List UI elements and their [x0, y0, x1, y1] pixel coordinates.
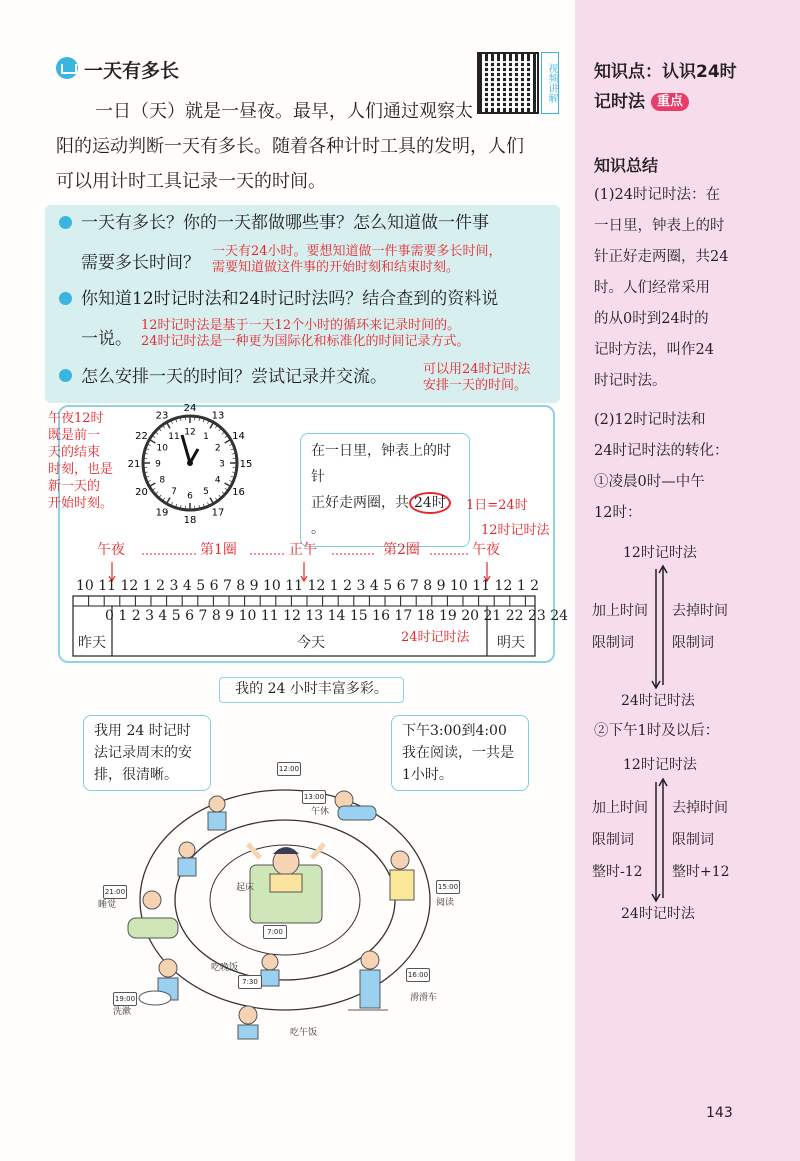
- timeline-top-numbers: 10 11 12 1 2 3 4 5 6 7 8 9 10 11 12 1 2 3 4 5 6 7 8 9 10 11 12 1 2: [76, 578, 540, 594]
- sleep-label: 睡觉: [98, 900, 117, 910]
- scooter-label: 滑滑车: [410, 993, 438, 1003]
- midnight-label-2: 午夜: [472, 542, 500, 558]
- clock-outer-number: 18: [183, 515, 197, 526]
- clock-inner-number: 9: [155, 459, 161, 470]
- conv2-left2: 限制词: [592, 832, 634, 848]
- clock-outer-number: 24: [183, 403, 197, 414]
- question1-line1: 一天有多长？你的一天都做哪些事？怎么知道做一件事: [81, 213, 489, 233]
- section-title: 一天有多长: [84, 60, 180, 82]
- clock-inner-number: 12: [184, 427, 196, 438]
- conv2-right1: 去掉时间: [672, 800, 728, 816]
- one-day-note: 1日=24时: [466, 498, 528, 513]
- conv2-bottom: 24时记时法: [621, 906, 695, 922]
- conv2-right2: 限制词: [672, 832, 714, 848]
- clock-bubble: 在一日里，钟表上的时针 正好走两圈，共 24时。: [300, 433, 470, 547]
- answer3: 可以用24时记时法 安排一天的时间。: [423, 362, 531, 393]
- midnight-note: 午夜12时 既是前一 天的结束 时刻，也是 新一天的 开始时刻。: [48, 411, 114, 511]
- left-bubble: 我用 24 时记时 法记录周末的安 排，很清晰。: [83, 715, 211, 791]
- noon-label: 正午: [289, 542, 317, 558]
- conv2-left1: 加上时间: [592, 800, 648, 816]
- clock-inner-number: 7: [171, 487, 177, 498]
- summary-p1: (1)24时记时法：在 一日里，钟表上的时 针正好走两圈，共24 时。人们经常采用 的从0时到24时的 记时方法，叫作24 时记时法。: [594, 187, 729, 389]
- lunch-label: 吃午饭: [290, 1028, 318, 1038]
- midnight-label-1: 午夜: [97, 542, 125, 558]
- clock-outer-number: 23: [155, 410, 169, 422]
- question2-line1: 你知道12时记时法和24时记时法吗？结合查到的资料说: [81, 289, 499, 309]
- rise-label: 起床: [236, 883, 255, 893]
- clock-inner-number: 5: [203, 487, 209, 498]
- round1-label: 第1圈: [200, 542, 237, 558]
- clock-inner-number: 6: [187, 491, 193, 502]
- clock-inner-number: 2: [214, 443, 221, 454]
- summary-heading: 知识总结: [594, 156, 659, 175]
- time-tag: 15:00: [436, 880, 460, 894]
- summary-p3: ②下午1时及以后：: [594, 723, 720, 739]
- video-explain-tag: 视频讲解: [541, 52, 559, 114]
- yesterday-label: 昨天: [78, 635, 106, 651]
- time-tag: 12:00: [277, 762, 301, 776]
- bullet-icon: [59, 369, 72, 382]
- clock-outer-number: 20: [135, 487, 148, 498]
- conv2-arrows: [650, 776, 670, 904]
- time-tag: 7:00: [263, 925, 287, 939]
- question3-line1: 怎么安排一天的时间？尝试记录并交流。: [81, 367, 387, 387]
- knowledge-point-title: 知识点：认识24时 记时法 重点: [594, 62, 737, 112]
- time-tag: 21:00: [103, 885, 127, 899]
- book-icon: [56, 57, 78, 79]
- clock-face: [127, 403, 253, 530]
- conv2-left3: 整时-12: [592, 864, 643, 880]
- summary-p2: (2)12时记时法和 24时记时法的转化： ①凌晨0时—中午 12时：: [594, 412, 729, 521]
- clock-outer-number: 22: [135, 431, 148, 442]
- clock-inner-number: 8: [159, 475, 166, 486]
- wash-label: 洗漱: [113, 1007, 132, 1017]
- answer1: 一天有24小时。要想知道做一件事需要多长时间， 需要知道做这件事的开始时刻和结束时刻。: [212, 244, 502, 275]
- question1-line2: 需要多长时间？: [81, 253, 200, 273]
- dinner-label: 吃晚饭: [211, 963, 239, 973]
- timeline-bottom-numbers: 0 1 2 3 4 5 6 7 8 9 10 11 12 13 14 15 16 17 18 19 20 21 22 23 24: [105, 608, 569, 624]
- conv1-right2: 限制词: [672, 635, 714, 651]
- clock-outer-number: 16: [232, 487, 245, 498]
- conv1-top: 12时记时法: [623, 545, 697, 561]
- key-point-badge: 重点: [651, 93, 689, 111]
- tomorrow-label: 明天: [497, 635, 525, 651]
- caption: 我的 24 小时丰富多彩。: [219, 677, 404, 703]
- time-tag: 16:00: [406, 968, 430, 982]
- label-24h-system: 24时记时法: [401, 630, 470, 645]
- daily-schedule-illustration: [120, 770, 450, 1050]
- clock-outer-number: 13: [211, 410, 225, 422]
- time-tag: 7:30: [238, 975, 262, 989]
- time-tag: 13:00: [302, 790, 326, 804]
- clock-inner-number: 3: [219, 459, 225, 470]
- clock-outer-number: 17: [211, 507, 225, 519]
- conv2-right3: 整时+12: [672, 864, 730, 880]
- conv2-top: 12时记时法: [623, 757, 697, 773]
- clock-inner-number: 1: [203, 431, 209, 442]
- clock-outer-number: 14: [232, 431, 245, 442]
- clock-outer-number: 19: [155, 507, 169, 519]
- right-bubble: 下午3:00到4:00 我在阅读，一共是 1小时。: [391, 715, 529, 791]
- clock-inner-number: 4: [214, 475, 221, 486]
- today-label: 今天: [297, 635, 325, 651]
- page-number: 143: [706, 1105, 733, 1121]
- conv1-arrows: [650, 563, 670, 691]
- bullet-icon: [59, 216, 72, 229]
- question2-line2: 一说。: [81, 329, 132, 349]
- read-label: 阅读: [436, 898, 455, 908]
- clock-inner-number: 11: [168, 431, 180, 442]
- clock-outer-number: 15: [239, 459, 253, 470]
- twelve-hour-note: 12时记时法: [481, 523, 550, 538]
- clock-inner-number: 10: [156, 443, 169, 454]
- qr-code-icon[interactable]: [477, 52, 539, 114]
- time-tag: 19:00: [113, 992, 137, 1006]
- round2-label: 第2圈: [383, 542, 420, 558]
- circled-24h: 24时: [409, 492, 451, 514]
- nap-label: 午休: [311, 807, 330, 817]
- answer2: 12时记时法是基于一天12个小时的循环来记录时间的。 24时记时法是一种更为国际化和标准化的时间记录方式。: [141, 318, 470, 349]
- conv1-bottom: 24时记时法: [621, 693, 695, 709]
- bullet-icon: [59, 292, 72, 305]
- conv1-left2: 限制词: [592, 635, 634, 651]
- intro-line3: 可以用计时工具记录一天的时间。: [56, 171, 326, 192]
- intro-line2: 阳的运动判断一天有多长。随着各种计时工具的发明，人们: [56, 136, 524, 157]
- clock-outer-number: 21: [127, 459, 141, 470]
- conv1-right1: 去掉时间: [672, 603, 728, 619]
- conv1-left1: 加上时间: [592, 603, 648, 619]
- intro-line1: 一日（天）就是一昼夜。最早，人们通过观察太: [95, 101, 473, 122]
